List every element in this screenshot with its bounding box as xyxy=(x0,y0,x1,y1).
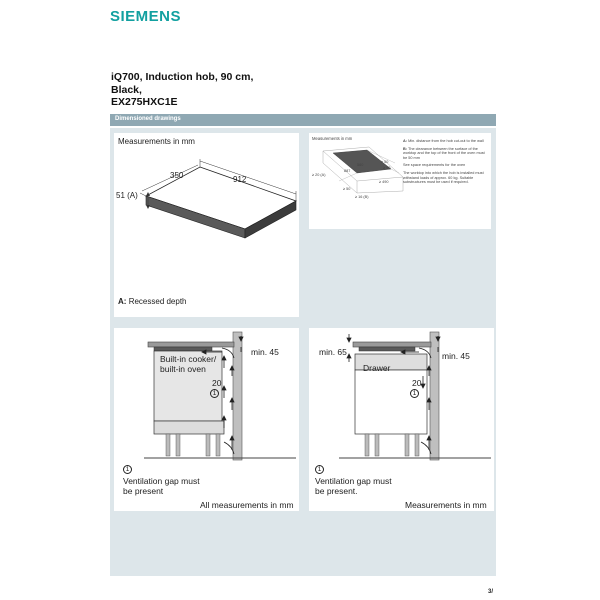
drawer-installation-card xyxy=(309,328,494,511)
min-clearance-label: min. 45 xyxy=(251,347,279,357)
ventilation-marker: 1 xyxy=(210,389,219,398)
hob-dimension-card xyxy=(114,133,299,317)
cutout-note: The worktop into which the hob is installed must withstand loads of approx. 60 kg. Suitable substructures must be used if required. xyxy=(403,170,484,185)
min-clearance-label: min. 45 xyxy=(442,351,470,361)
cabinet-leg xyxy=(415,434,419,456)
oven-installation-card xyxy=(114,328,299,511)
footnote xyxy=(118,297,187,306)
cutout-dim-label: ≥ 50 xyxy=(343,187,351,191)
depth-dimension-label: 350 xyxy=(170,171,184,180)
product-title-line-1: iQ700, Induction hob, 90 cm, xyxy=(111,71,254,83)
cabinet-leg xyxy=(365,434,369,456)
cutout-dim-label: ≥ 20 (A) xyxy=(312,173,326,177)
worktop xyxy=(353,342,431,347)
cutout-note: See space requirements for the oven xyxy=(403,163,466,168)
ventilation-note xyxy=(123,476,200,496)
drawer-label: Drawer xyxy=(363,363,391,373)
product-title-line-3: EX275HXC1E xyxy=(111,96,178,108)
cabinet-leg xyxy=(375,434,379,456)
ventilation-marker: 1 xyxy=(410,389,419,398)
cabinet-leg xyxy=(216,434,220,456)
gap-dimension-label: 20 xyxy=(212,378,222,388)
worktop xyxy=(148,342,234,347)
measurements-footer: All measurements in mm xyxy=(200,500,294,510)
cutout-dim-label: ≥ 490 xyxy=(379,180,389,184)
cabinet-plinth xyxy=(154,421,224,434)
cabinet-leg xyxy=(166,434,170,456)
hob-body xyxy=(359,347,415,351)
ventilation-note-line-2: be present. xyxy=(315,486,358,496)
cabinet-leg xyxy=(176,434,180,456)
footnote-text: Recessed depth xyxy=(128,297,187,306)
section-title: Dimensioned drawings xyxy=(115,116,181,122)
appliance-label-line-1: Built-in cooker/ xyxy=(160,354,217,364)
section-header xyxy=(110,114,496,126)
cutout-measurements-heading: Measurements in mm xyxy=(312,136,353,141)
cabinet-leg xyxy=(405,434,409,456)
cabinet-leg xyxy=(206,434,210,456)
cutout-dim-label: 887 xyxy=(344,169,351,173)
measurements-heading: Measurements in mm xyxy=(118,137,195,146)
cutout-dim-label: 560 xyxy=(357,163,364,167)
cutout-notes xyxy=(403,139,487,185)
page-number: 3/ xyxy=(488,589,494,595)
cutout-dim-label: ≥ 50 xyxy=(383,166,391,170)
product-title xyxy=(111,71,253,109)
appliance-label xyxy=(160,354,216,374)
footnote-key: A: xyxy=(118,297,127,306)
hob-body xyxy=(154,347,212,351)
cutout-dimension-card xyxy=(309,133,491,229)
ventilation-note-line-1: Ventilation gap must xyxy=(123,476,200,486)
height-dimension-label: 51 (A) xyxy=(116,191,138,200)
width-dimension-label: 912 xyxy=(233,175,247,184)
cutout-dim-label: ≥ 16 (B) xyxy=(355,195,369,199)
hob-isometric-drawing xyxy=(114,133,299,317)
note-marker: 1 xyxy=(315,465,324,474)
gap-dimension-label: 20 xyxy=(412,378,422,388)
ventilation-note-line-1: Ventilation gap must xyxy=(315,476,392,486)
cutout-note: A: Min. distance from the hob cut-out to the wall xyxy=(403,139,484,143)
cutout-note: B: The clearance between the surface of the worktop and the top of the front of the oven must be 50 mm xyxy=(403,146,485,160)
brand-logo: SIEMENS xyxy=(110,8,182,25)
ventilation-note-line-2: be present xyxy=(123,486,164,496)
cutout-dim-label: ≥ 50 xyxy=(381,160,389,164)
note-marker: 1 xyxy=(123,465,132,474)
appliance-label-line-2: built-in oven xyxy=(160,364,206,374)
ventilation-note xyxy=(315,476,392,496)
product-title-line-2: Black, xyxy=(111,83,142,96)
min-top-clearance-label: min. 65 xyxy=(319,347,347,357)
measurements-footer: Measurements in mm xyxy=(405,500,487,510)
